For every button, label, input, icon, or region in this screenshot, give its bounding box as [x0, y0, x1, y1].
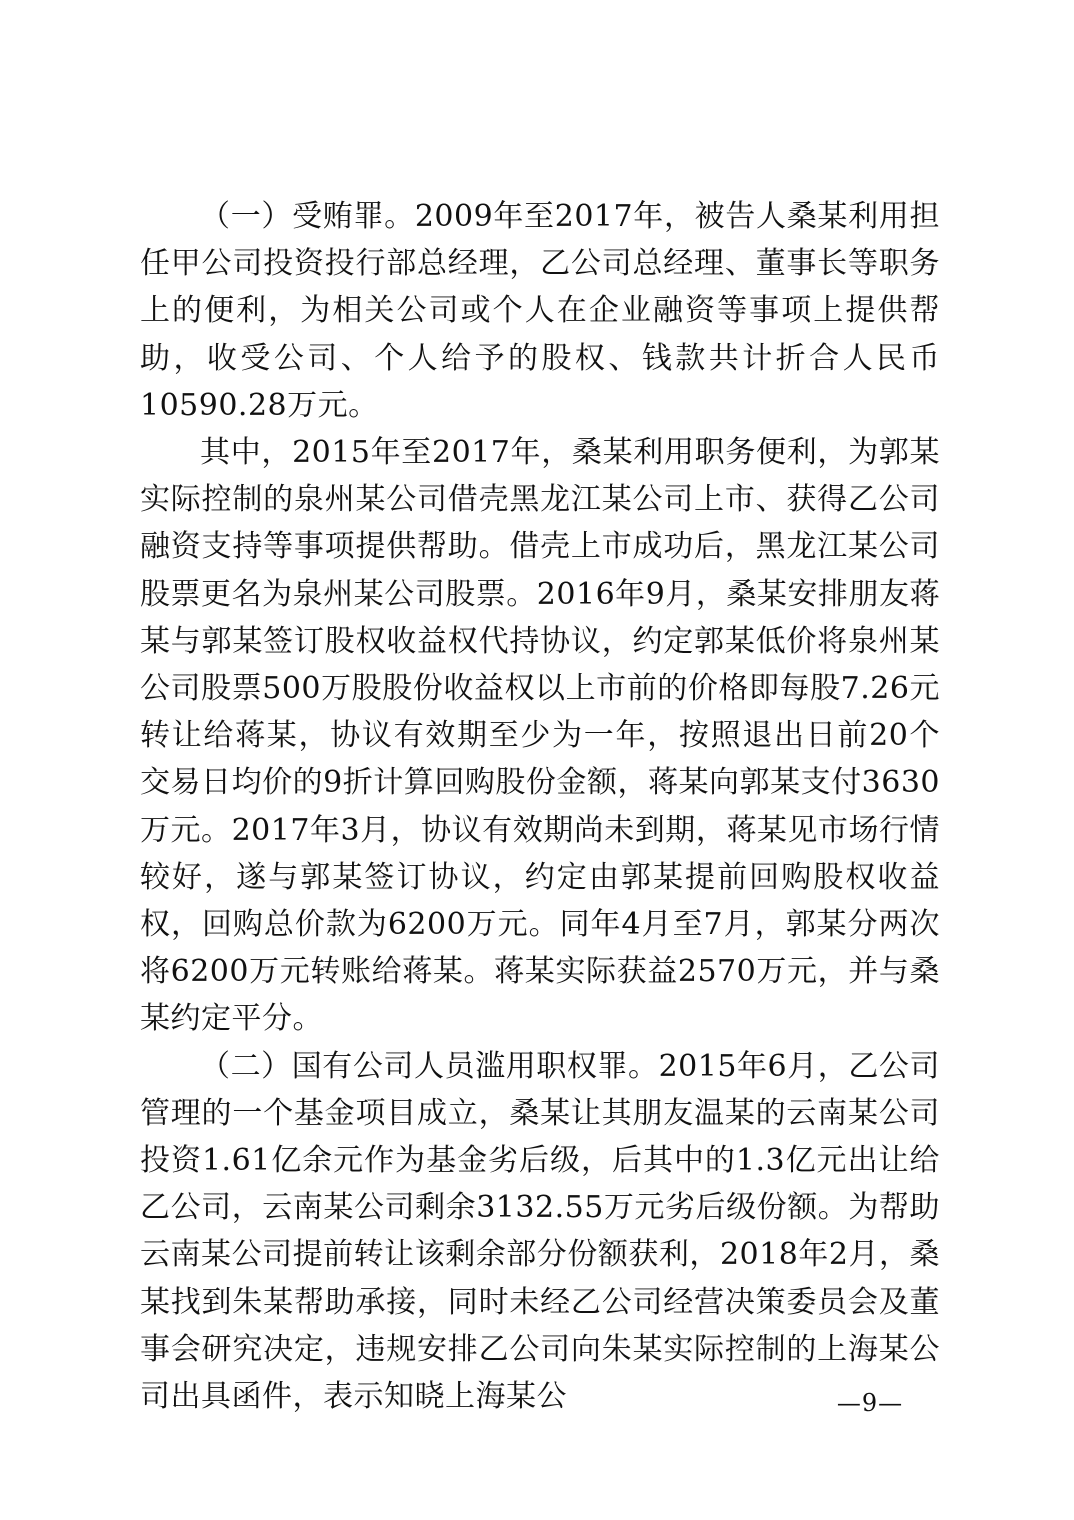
paragraph-details: 其中，2015年至2017年，桑某利用职务便利，为郭某实际控制的泉州某公司借壳黑龙江某公司上市、获得乙公司融资支持等事项提供帮助。借壳上市成功后，黑龙江某公司股票更名为泉州某公司股票。2016年9月，桑某安排朋友蒋某与郭某签订股权收益权代持协议，约定郭某低价将泉州某公司股票500万股股份收益权以上市前的价格即每股7.26元转让给蒋某，协议有效期至少为一年，按照退出日前20个交易日均价的9折计算回购股份金额，蒋某向郭某支付3630万元。2017年3月，协议有效期尚未到期，蒋某见市场行情较好，遂与郭某签订协议，约定由郭某提前回购股权收益权，回购总价款为6200万元。同年4月至7月，郭某分两次将6200万元转账给蒋某。蒋某实际获益2570万元，并与桑某约定平分。: [140, 435, 940, 1037]
paragraph-bribery: （一）受贿罪。2009年至2017年，被告人桑某利用担任甲公司投资投行部总经理，乙公司总经理、董事长等职务上的便利，为相关公司或个人在企业融资等事项上提供帮助，收受公司、个人给予的股权、钱款共计折合人民币10590.28万元。: [140, 199, 940, 423]
document-body: [140, 193, 940, 1420]
paragraph-abuse-of-power: （二）国有公司人员滥用职权罪。2015年6月，乙公司管理的一个基金项目成立，桑某让其朋友温某的云南某公司投资1.61亿余元作为基金劣后级，后其中的1.3亿元出让给乙公司，云南某公司剩余3132.55万元劣后级份额。为帮助云南某公司提前转让该剩余部分份额获利，2018年2月，桑某找到朱某帮助承接，同时未经乙公司经营决策委员会及董事会研究决定，违规安排乙公司向朱某实际控制的上海某公司出具函件，表示知晓上海某公: [140, 1048, 940, 1415]
page-number: —9—: [836, 1389, 904, 1417]
